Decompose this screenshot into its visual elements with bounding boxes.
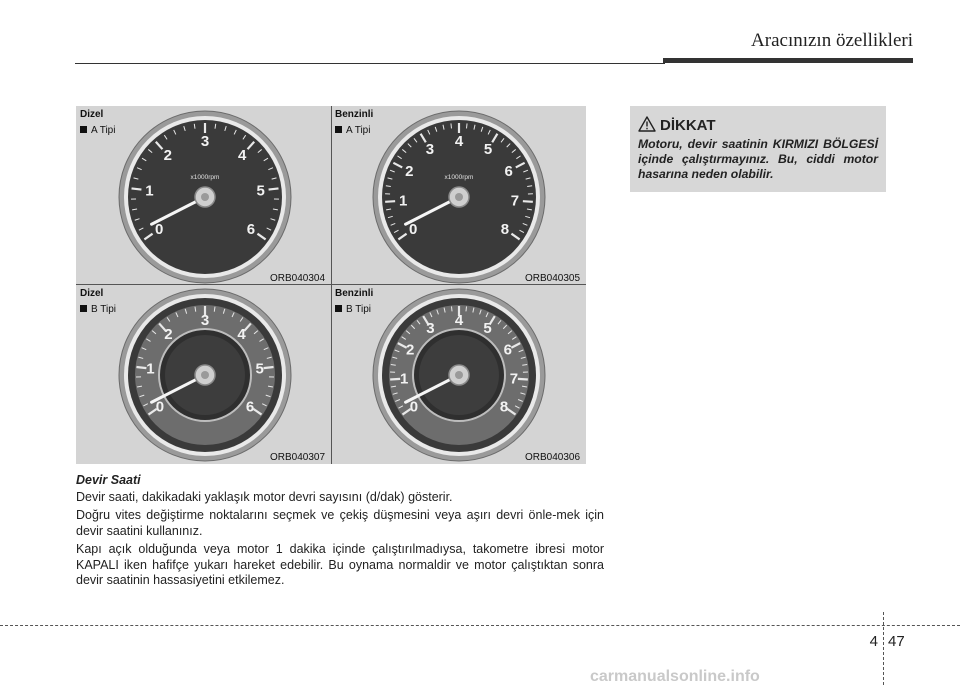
gauge-tick-label: 3 [201,133,209,150]
figure-4-code: ORB040306 [525,452,580,463]
gauge-tick-label: 3 [426,320,434,337]
paragraph-2: Doğru vites değiştirme noktalarını seçmek ve çekiş düşmesini veya aşırı devri önle-mek için devir saatini kullanınız. [76,508,604,539]
gauge-tick-label: 8 [501,221,509,238]
square-bullet-icon [80,305,87,312]
tachometer-gauge-gasoline-a [370,108,548,286]
figure-divider-vertical [331,106,332,464]
gauge-tick-label: 5 [484,141,492,158]
header-rule [75,63,665,64]
gauge-tick-label: 2 [405,163,413,180]
header-rule-thick [663,58,913,63]
gauge-hub-center [455,193,463,201]
figure-2-code: ORB040305 [525,273,580,284]
warning-text: Motoru, devir saatinin KIRMIZI BÖLGESİ içinde çalıştırmayınız. Bu, ciddi motor hasarına neden olabilir. [638,137,878,182]
gauge-tick-label: 5 [256,182,264,199]
gauge-tick-label: 0 [410,399,418,416]
page-header-title: Aracınızın özellikleri [0,30,913,52]
gauge-tick-label: 2 [406,342,414,359]
gauge-tick-label: 4 [455,133,464,150]
figure-3-code: ORB040307 [270,452,325,463]
footer-dashed-rule [0,625,960,626]
gauge-tick-label: 1 [400,371,408,388]
gauge-tick-label: 0 [155,221,163,238]
gauge-tick-label: 2 [164,326,172,343]
page-number: 47 [888,633,905,650]
chapter-number: 4 [850,633,878,650]
gauge-unit-label: x1000rpm [191,174,220,181]
gauge-tick-label: 7 [511,193,519,210]
gauge-major-tick [390,379,400,380]
gauge-tick-label: 0 [409,221,417,238]
gauge-major-tick [269,188,279,189]
gauge-tick-label: 5 [255,361,263,378]
gauge-tick-label: 7 [510,371,518,388]
gauge-tick-label: 2 [164,147,172,164]
figure-1-code: ORB040304 [270,273,325,284]
gauge-major-tick [132,188,142,189]
gauge-major-tick [136,367,146,368]
gauge-tick-label: 3 [201,312,209,329]
gauge-tick-label: 5 [483,320,491,337]
gauge-tick-label: 1 [399,193,407,210]
watermark-text: carmanualsonline.info [590,668,760,686]
gauge-tick-label: 6 [505,163,513,180]
square-bullet-icon [335,126,342,133]
figure-3-fuel-label: Dizel [80,288,103,299]
gauge-tick-label: 3 [426,141,434,158]
gauge-major-tick [518,379,528,380]
tachometer-gauge-gasoline-b [370,286,548,464]
figure-4-type-label: B Tipi [335,304,371,315]
warning-title: DİKKAT [660,117,716,134]
gauge-major-tick [264,367,274,368]
gauge-tick-label: 4 [237,326,246,343]
gauge-hub-center [201,371,209,379]
gauge-tick-label: 1 [145,182,153,199]
figure-2-type-label: A Tipi [335,125,370,136]
tachometer-gauge-diesel-b [116,286,294,464]
paragraph-1: Devir saati, dakikadaki yaklaşık motor devri sayısını (d/dak) gösterir. [76,490,604,506]
figure-4-fuel-label: Benzinli [335,288,373,299]
tachometer-gauge-diesel-a [116,108,294,286]
figure-3-type-label: B Tipi [80,304,116,315]
square-bullet-icon [335,305,342,312]
figure-1-fuel-label: Dizel [80,109,103,120]
gauge-minor-tick [467,123,468,128]
paragraph-3: Kapı açık olduğunda veya motor 1 dakika içinde çalıştırılmadıysa, takometre ibresi motor KAPALI iken hafifçe yukarı hareket edebilir. Bu oynama normaldir ve motor çalıştıktan sonra devir saatinin hassasiyetini etkilemez. [76,542,604,589]
gauge-tick-label: 0 [156,399,164,416]
gauge-hub-center [201,193,209,201]
gauge-tick-label: 8 [500,399,508,416]
gauge-minor-tick [451,123,452,128]
gauge-tick-label: 6 [246,399,254,416]
warning-triangle-icon [638,116,656,132]
figure-2-fuel-label: Benzinli [335,109,373,120]
gauge-tick-label: 1 [146,361,154,378]
gauge-tick-label: 4 [238,147,247,164]
gauge-hub-center [455,371,463,379]
gauge-major-tick [523,201,533,202]
gauge-minor-tick [466,306,467,311]
square-bullet-icon [80,126,87,133]
footer-dashed-divider [883,612,884,685]
gauge-tick-label: 6 [247,221,255,238]
gauge-unit-label: x1000rpm [445,174,474,181]
gauge-minor-tick [451,306,452,311]
gauge-tick-label: 4 [455,312,464,329]
gauge-tick-label: 6 [504,342,512,359]
section-title: Devir Saati [76,473,141,487]
gauge-major-tick [385,201,395,202]
figure-1-type-label: A Tipi [80,125,115,136]
